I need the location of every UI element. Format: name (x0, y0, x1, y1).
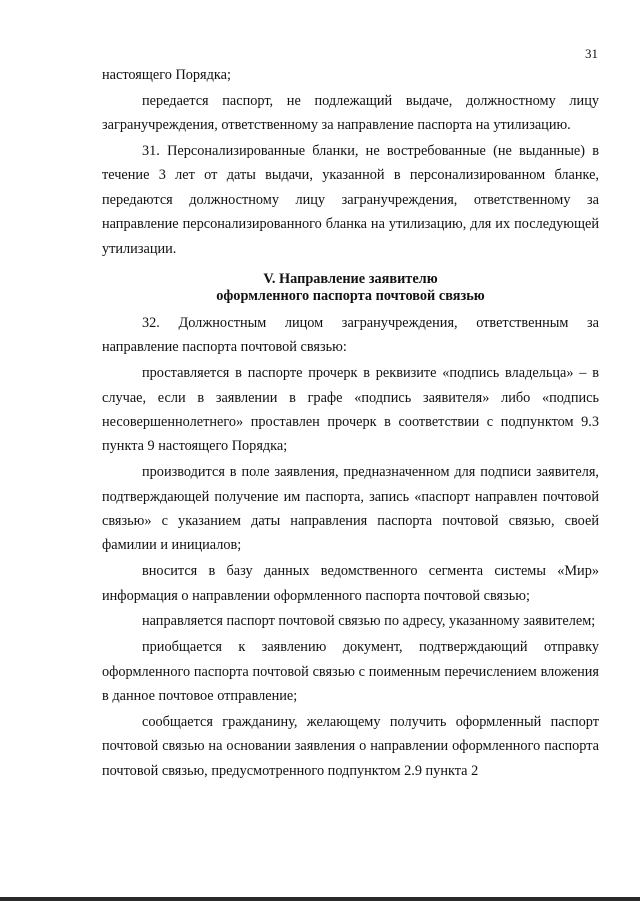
paragraph-item-32: 32. Должностным лицом загранучреждения, ответственным за направление паспорта почтовой связью: (102, 315, 599, 356)
page-number: 31 (585, 46, 598, 61)
paragraph-database-entry: вносится в базу данных ведомственного сегмента системы «Мир» информация о направлении оформленного паспорта почтовой связью; (102, 563, 599, 604)
scan-bottom-edge (0, 897, 640, 901)
section-heading-line1: V. Направление заявителю (263, 271, 438, 288)
paragraph-mail-dispatch: направляется паспорт почтовой связью по адресу, указанному заявителем; (142, 613, 596, 630)
page-body (102, 63, 599, 784)
section-heading (102, 271, 599, 305)
paragraph-application-record: производится в поле заявления, предназначенном для подписи заявителя, подтверждающей получение им паспорта, запись «паспорт направлен почтовой связью» с указанием даты направления паспорта почтовой связью, своей фамилии и инициалов; (102, 464, 599, 554)
paragraph-citizen-notice: сообщается гражданину, желающему получить оформленный паспорт почтовой связью на основании заявления о направлении оформленного паспорта почтовой связью, предусмотренного подпунктом 2.9 пункта 2 (102, 713, 599, 779)
paragraph-passport-disposal: передается паспорт, не подлежащий выдаче, должностному лицу загранучреждения, ответственному за направление паспорта на утилизацию. (102, 92, 599, 134)
paragraph-dispatch-proof: приобщается к заявлению документ, подтверждающий отправку оформленного паспорта почтовой связью с поименным перечислением вложения в данное почтовое отправление; (102, 639, 599, 705)
paragraph-item-31: 31. Персонализированные бланки, не востребованные (не выданные) в течение 3 лет от даты выдачи, указанной в персонализированном бланке, передаются должностному лицу загранучреждения, ответственному за направление персонализированного бланка на утилизацию, для их последующей утилизации. (102, 143, 599, 257)
paragraph-signature-dash: проставляется в паспорте прочерк в реквизите «подпись владельца» – в случае, если в заявлении в графе «подпись заявителя» либо «подпись несовершеннолетнего» проставлен прочерк в соответствии с подпунктом 9.3 пункта 9 настоящего Порядка; (102, 365, 599, 455)
section-heading-line2: оформленного паспорта почтовой связью (216, 288, 485, 305)
paragraph-continuation: настоящего Порядка; (102, 67, 231, 83)
